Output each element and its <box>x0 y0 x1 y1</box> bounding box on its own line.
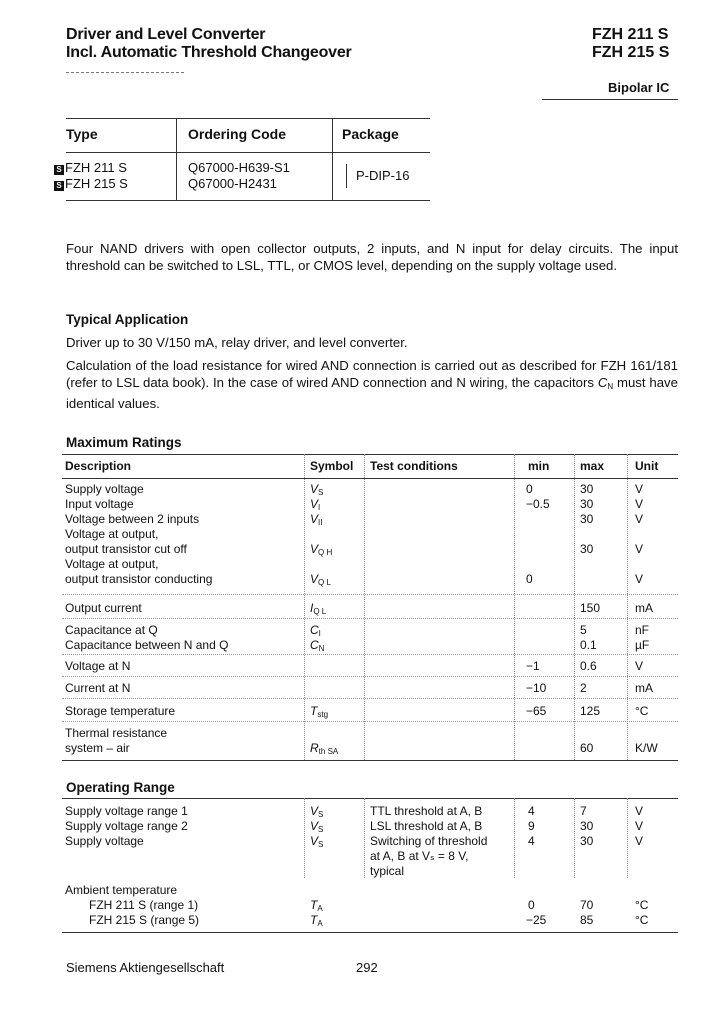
table-bottom-rule <box>62 760 678 761</box>
document-title <box>66 26 352 62</box>
rating-description: Voltage at output, <box>65 557 159 571</box>
rating-symbol: $C_N$ <box>310 638 325 653</box>
header-rule <box>62 478 678 479</box>
rating-unit: V <box>635 542 644 556</box>
rating-unit: V <box>635 659 644 673</box>
rating-max: 0.6 <box>580 659 597 673</box>
rating-max: 2 <box>580 681 587 695</box>
rating-min: −1 <box>526 659 540 673</box>
rating-max: 30 <box>580 542 594 556</box>
rating-description: Voltage at output, <box>65 527 159 541</box>
row-separator <box>62 654 678 655</box>
rating-description: system – air <box>65 741 130 755</box>
ordering-header-rule <box>66 152 430 153</box>
rating-min: 0 <box>526 482 533 496</box>
rating-unit: V <box>635 572 644 586</box>
range-unit: V <box>635 834 644 848</box>
rating-symbol: $I_{Q L}$ <box>310 601 327 616</box>
range-min: 9 <box>528 819 535 833</box>
header-min: min <box>528 459 550 473</box>
rating-unit: µF <box>635 638 650 652</box>
range-max: 85 <box>580 913 594 927</box>
rating-description: output transistor conducting <box>65 572 213 586</box>
range-min: 0 <box>528 898 535 912</box>
maximum-ratings-heading: Maximum Ratings <box>66 435 182 450</box>
maximum-ratings-table <box>62 454 678 766</box>
ordering-row-1-code: Q67000-H639-S1 <box>188 160 290 175</box>
range-test-condition: Switching of threshold <box>370 834 488 848</box>
rating-description: Capacitance between N and Q <box>65 638 229 652</box>
rating-symbol: $V_S$ <box>310 482 324 497</box>
operating-range-table <box>62 798 678 938</box>
rating-unit: V <box>635 482 644 496</box>
title-line-1: Driver and Level Converter <box>66 26 266 43</box>
range-test-condition: typical <box>370 864 405 878</box>
range-test-condition: at A, B at Vₛ = 8 V, <box>370 849 469 863</box>
part-number-2: FZH 215 S <box>592 44 670 61</box>
ordering-header-code: Ordering Code <box>188 126 287 142</box>
row-separator <box>62 618 678 619</box>
range-symbol: $V_S$ <box>310 834 324 849</box>
range-min: 4 <box>528 804 535 818</box>
siemens-s-marker-icon: S <box>54 181 64 191</box>
table-top-rule <box>62 454 678 455</box>
column-divider <box>514 454 515 760</box>
rating-description: Supply voltage <box>65 482 144 496</box>
table-bottom-rule <box>62 932 678 933</box>
part-numbers <box>592 26 669 62</box>
typical-application-text: Driver up to 30 V/150 mA, relay driver, and level converter. <box>66 335 408 350</box>
column-divider <box>364 454 365 760</box>
range-test-condition: LSL threshold at A, B <box>370 819 483 833</box>
column-divider <box>304 454 305 760</box>
rating-unit: mA <box>635 601 653 615</box>
package-name: P-DIP-16 <box>356 168 410 183</box>
range-unit: V <box>635 804 644 818</box>
column-divider <box>304 798 305 878</box>
column-divider <box>574 798 575 878</box>
range-description: Supply voltage range 2 <box>65 819 188 833</box>
rating-max: 150 <box>580 601 601 615</box>
rating-unit: °C <box>635 704 649 718</box>
rating-description: Capacitance at Q <box>65 623 158 637</box>
column-divider <box>514 798 515 878</box>
column-divider <box>574 454 575 760</box>
range-min: −25 <box>526 913 547 927</box>
typical-application-heading: Typical Application <box>66 312 189 327</box>
range-unit: °C <box>635 898 649 912</box>
rating-description: output transistor cut off <box>65 542 187 556</box>
category-rule <box>542 99 678 100</box>
header-symbol: Symbol <box>310 459 354 473</box>
header-test-conditions: Test conditions <box>370 459 458 473</box>
range-symbol: $V_S$ <box>310 819 324 834</box>
range-description: FZH 211 S (range 1) <box>89 898 199 912</box>
row-separator <box>62 594 678 595</box>
title-line-2: Incl. Automatic Threshold Changeover <box>66 44 352 61</box>
rating-description: Thermal resistance <box>65 726 168 740</box>
header-unit: Unit <box>635 459 659 473</box>
rating-min: −0.5 <box>526 497 550 511</box>
range-description: Supply voltage <box>65 834 144 848</box>
rating-max: 0.1 <box>580 638 597 652</box>
category-label: Bipolar IC <box>608 80 670 95</box>
range-description: Ambient temperature <box>65 883 178 897</box>
rating-description: Current at N <box>65 681 131 695</box>
title-divider <box>66 72 184 73</box>
ordering-table <box>56 116 430 206</box>
page-number: 292 <box>356 960 378 975</box>
range-description: Supply voltage range 1 <box>65 804 188 818</box>
part-number-1: FZH 211 S <box>592 26 669 43</box>
siemens-s-marker-icon: S <box>54 165 64 175</box>
column-divider <box>627 454 628 760</box>
table-top-rule <box>62 798 678 799</box>
range-symbol: $V_S$ <box>310 804 324 819</box>
range-description: FZH 215 S (range 5) <box>89 913 200 927</box>
rating-unit: V <box>635 512 644 526</box>
rating-symbol: $V_{Q L}$ <box>310 572 331 587</box>
rating-description: Voltage at N <box>65 659 131 673</box>
row-separator <box>62 676 678 677</box>
rating-min: −10 <box>526 681 547 695</box>
rating-description: Output current <box>65 601 142 615</box>
rating-unit: nF <box>635 623 650 637</box>
range-min: 4 <box>528 834 535 848</box>
rating-description: Input voltage <box>65 497 134 511</box>
rating-symbol: $V_I$ <box>310 497 321 512</box>
rating-max: 30 <box>580 497 594 511</box>
rating-symbol: $T_{stg}$ <box>310 704 329 719</box>
ordering-header-type: Type <box>66 126 98 142</box>
ordering-header-package: Package <box>342 126 399 142</box>
range-max: 30 <box>580 819 594 833</box>
ordering-bottom-rule <box>66 200 430 201</box>
rating-max: 5 <box>580 623 587 637</box>
header-max: max <box>580 459 605 473</box>
range-test-condition: TTL threshold at A, B <box>370 804 483 818</box>
rating-unit: mA <box>635 681 653 695</box>
rating-unit: V <box>635 497 644 511</box>
rating-symbol: $R_{th SA}$ <box>310 741 339 756</box>
range-max: 30 <box>580 834 594 848</box>
footer-company: Siemens Aktiengesellschaft <box>66 960 225 975</box>
operating-range-heading: Operating Range <box>66 780 175 795</box>
rating-min: 0 <box>526 572 533 586</box>
range-max: 7 <box>580 804 587 818</box>
range-symbol: $T_A$ <box>310 898 323 913</box>
rating-max: 30 <box>580 512 594 526</box>
range-unit: V <box>635 819 644 833</box>
range-symbol: $T_A$ <box>310 913 323 928</box>
ordering-top-rule <box>66 118 430 119</box>
rating-unit: K/W <box>635 741 658 755</box>
row-separator <box>62 698 678 699</box>
package-bracket <box>346 164 347 188</box>
range-max: 70 <box>580 898 594 912</box>
rating-symbol: $V_{Q H}$ <box>310 542 333 557</box>
ordering-col-divider-1 <box>176 118 177 200</box>
row-separator <box>62 721 678 722</box>
ordering-row-1-type: S FZH 211 S <box>54 160 127 175</box>
rating-symbol: $V_{II}$ <box>310 512 323 527</box>
load-resistance-paragraph: Calculation of the load resistance for wired AND connection is carried out as described for FZH 161/181 (refer to LSL data book). In the case of wired AND connection and N wiring, the capacitors $C_N$ must have identical values. <box>66 358 678 411</box>
column-divider <box>627 798 628 878</box>
rating-max: 60 <box>580 741 594 755</box>
rating-max: 30 <box>580 482 594 496</box>
rating-max: 125 <box>580 704 601 718</box>
ordering-row-2-code: Q67000-H2431 <box>188 176 277 191</box>
column-divider <box>364 798 365 878</box>
header-description: Description <box>65 459 132 473</box>
intro-paragraph: Four NAND drivers with open collector outputs, 2 inputs, and N input for delay circuits. The input threshold can be switched to LSL, TTL, or CMOS level, depending on the supply voltage used. <box>66 241 678 273</box>
range-unit: °C <box>635 913 649 927</box>
rating-description: Voltage between 2 inputs <box>65 512 200 526</box>
rating-description: Storage temperature <box>65 704 176 718</box>
rating-min: −65 <box>526 704 547 718</box>
ordering-col-divider-2 <box>332 118 333 200</box>
ordering-row-2-type: S FZH 215 S <box>54 176 128 191</box>
rating-symbol: $C_I$ <box>310 623 321 638</box>
